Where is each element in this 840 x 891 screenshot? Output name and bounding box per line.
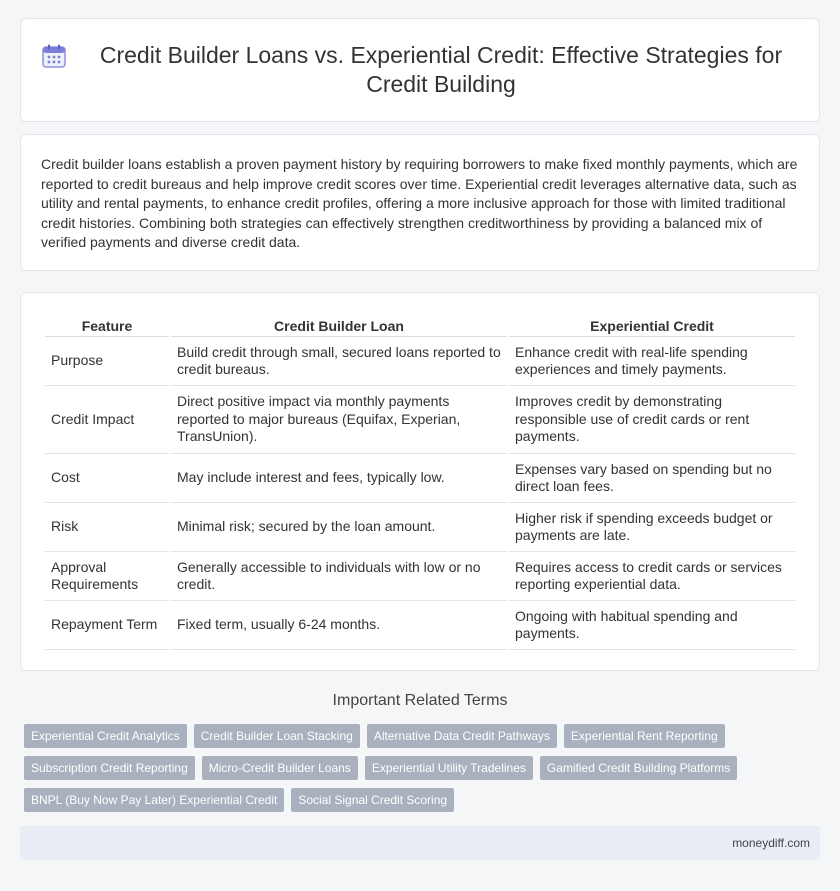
feature-cell: Credit Impact	[45, 386, 169, 454]
experiential-credit-cell: Ongoing with habitual spending and payments.	[509, 601, 795, 650]
comparison-table	[43, 311, 797, 650]
feature-cell: Repayment Term	[45, 601, 169, 650]
credit-builder-loan-cell: Fixed term, usually 6-24 months.	[171, 601, 507, 650]
experiential-credit-cell: Enhance credit with real-life spending experiences and timely payments.	[509, 337, 795, 386]
feature-cell: Risk	[45, 503, 169, 552]
calendar-icon	[41, 43, 67, 69]
table-row	[45, 337, 795, 386]
credit-builder-loan-cell: Build credit through small, secured loans reported to credit bureaus.	[171, 337, 507, 386]
experiential-credit-cell: Higher risk if spending exceeds budget or payments are late.	[509, 503, 795, 552]
related-term-tag[interactable]: Subscription Credit Reporting	[24, 756, 195, 780]
header-card	[20, 18, 820, 122]
table-row	[45, 601, 795, 650]
related-term-tag[interactable]: Experiential Rent Reporting	[564, 724, 725, 748]
page-title: Credit Builder Loans vs. Experiential Credit: Effective Strategies for Credit Building	[99, 42, 783, 97]
credit-builder-loan-cell: Generally accessible to individuals with low or no credit.	[171, 552, 507, 601]
related-term-tag[interactable]: Experiential Utility Tradelines	[365, 756, 533, 780]
comparison-card	[20, 292, 820, 671]
credit-builder-loan-cell: Minimal risk; secured by the loan amount.	[171, 503, 507, 552]
feature-cell: Cost	[45, 454, 169, 503]
experiential-credit-cell: Expenses vary based on spending but no direct loan fees.	[509, 454, 795, 503]
table-row	[45, 386, 795, 454]
related-term-tag[interactable]: Experiential Credit Analytics	[24, 724, 187, 748]
related-terms-list	[24, 724, 804, 812]
experiential-credit-cell: Improves credit by demonstrating responsible use of credit cards or rent payments.	[509, 386, 795, 454]
header-feature: Feature	[45, 311, 169, 337]
related-terms-title: Important Related Terms	[332, 692, 508, 709]
related-term-tag[interactable]: Credit Builder Loan Stacking	[194, 724, 360, 748]
credit-builder-loan-cell: May include interest and fees, typically low.	[171, 454, 507, 503]
intro-card	[20, 134, 820, 271]
experiential-credit-cell: Requires access to credit cards or services reporting experiential data.	[509, 552, 795, 601]
table-header-row	[45, 311, 795, 337]
related-term-tag[interactable]: Social Signal Credit Scoring	[291, 788, 454, 812]
table-row	[45, 503, 795, 552]
header-credit-builder-loan: Credit Builder Loan	[171, 311, 507, 337]
related-term-tag[interactable]: Micro-Credit Builder Loans	[202, 756, 358, 780]
related-term-tag[interactable]: Alternative Data Credit Pathways	[367, 724, 557, 748]
table-row	[45, 552, 795, 601]
footer-site-link[interactable]: moneydiff.com	[732, 836, 810, 850]
related-term-tag[interactable]: Gamified Credit Building Platforms	[540, 756, 737, 780]
credit-builder-loan-cell: Direct positive impact via monthly payments reported to major bureaus (Equifax, Experian, TransUnion).	[171, 386, 507, 454]
intro-paragraph: Credit builder loans establish a proven payment history by requiring borrowers to make fixed monthly payments, which are reported to credit bureaus and help improve credit scores over time. Experiential credit leverages alternative data, such as utility and rental payments, to enhance credit profiles, offering a more inclusive approach for those with limited traditional credit histories. Combining both strategies can effectively strengthen creditworthiness by providing a balanced mix of verified payments and diverse credit data.	[41, 156, 798, 251]
feature-cell: Approval Requirements	[45, 552, 169, 601]
footer	[20, 826, 820, 860]
related-term-tag[interactable]: BNPL (Buy Now Pay Later) Experiential Credit	[24, 788, 284, 812]
header-experiential-credit: Experiential Credit	[509, 311, 795, 337]
feature-cell: Purpose	[45, 337, 169, 386]
table-row	[45, 454, 795, 503]
